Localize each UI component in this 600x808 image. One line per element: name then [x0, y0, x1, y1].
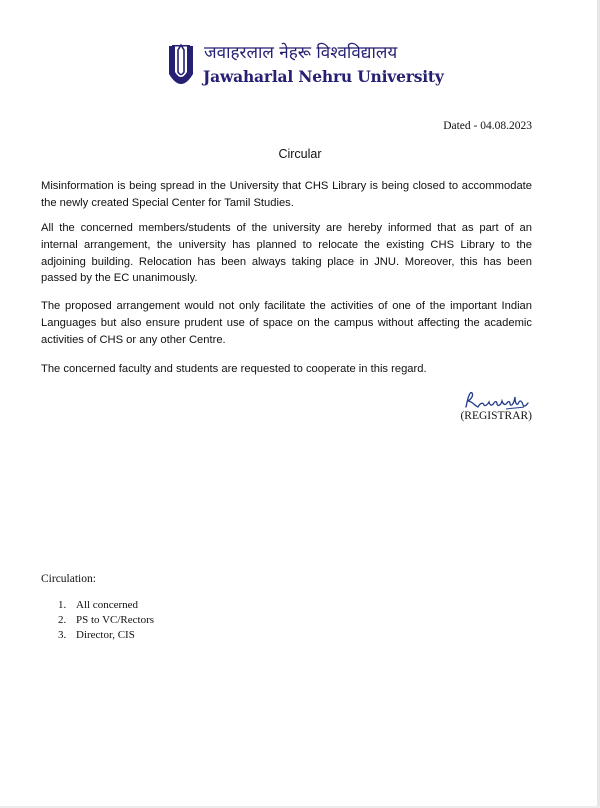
- list-item: [58, 598, 154, 613]
- paragraph-2: All the concerned members/students of the university are hereby informed that as part of an internal arrangement, the university has planned to relocate the existing CHS Library to the adjoining building. Relocation has been always taking place in JNU. Moreover, this has been passed by the EC unanimously.: [41, 222, 532, 285]
- circulation-label: Circulation:: [41, 573, 96, 585]
- paragraph-4: The concerned faculty and students are requested to cooperate in this regard.: [41, 363, 427, 375]
- list-text: Director, CIS: [76, 629, 135, 641]
- list-item: [58, 628, 154, 643]
- document-title: Circular: [278, 147, 322, 161]
- list-text: All concerned: [76, 599, 138, 611]
- jnu-emblem-icon: [166, 42, 196, 92]
- paragraph-1: Misinformation is being spread in the University that CHS Library is being closed to accommodate the newly created Special Center for Tamil Studies.: [41, 180, 532, 209]
- list-item: [58, 613, 154, 628]
- list-number: 1.: [58, 599, 67, 611]
- list-text: PS to VC/Rectors: [76, 614, 155, 626]
- registrar-designation: (REGISTRAR): [460, 410, 532, 422]
- university-letterhead: [166, 42, 444, 92]
- university-name-english: Jawaharlal Nehru University: [203, 67, 444, 86]
- paragraph-3: The proposed arrangement would not only facilitate the activities of one of the important Indian Languages but also ensure prudent use of space on the campus without affecting the academic activities of CHS or any other Centre.: [41, 300, 532, 346]
- list-number: 3.: [58, 629, 67, 641]
- list-number: 2.: [58, 614, 67, 626]
- date-line: Dated - 04.08.2023: [443, 120, 532, 132]
- university-name-hindi: जवाहरलाल नेहरू विश्वविद्यालय: [204, 43, 398, 63]
- circulation-list: [58, 598, 154, 643]
